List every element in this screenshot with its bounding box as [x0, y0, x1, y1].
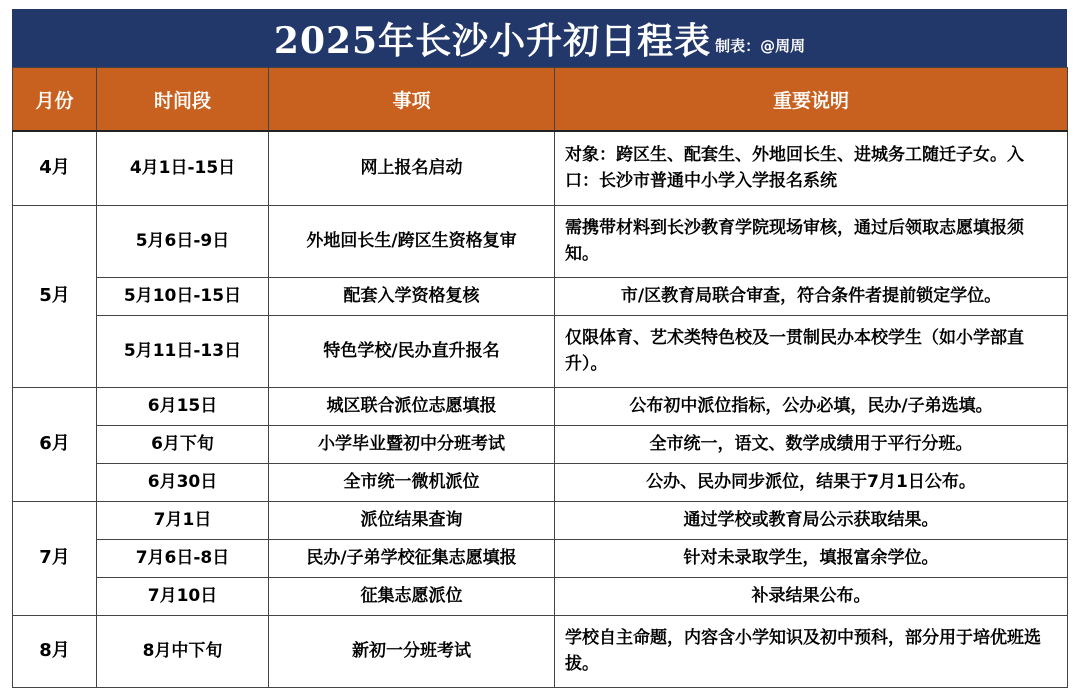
- month-cell: 7月: [13, 501, 97, 615]
- item-cell: 民办/子弟学校征集志愿填报: [269, 539, 555, 577]
- item-cell: 城区联合派位志愿填报: [269, 387, 555, 425]
- period-cell: 6月下旬: [97, 425, 269, 463]
- note-cell: 通过学校或教育局公示获取结果。: [555, 501, 1068, 539]
- table-row: [13, 277, 1068, 315]
- table-row: [13, 539, 1068, 577]
- month-cell: 8月: [13, 615, 97, 687]
- header-period: 时间段: [97, 68, 269, 132]
- table-row: [13, 577, 1068, 615]
- period-cell: 8月中下旬: [97, 615, 269, 687]
- table-row: [13, 205, 1068, 277]
- table-row: [13, 131, 1068, 205]
- table-row: [13, 315, 1068, 387]
- item-cell: 新初一分班考试: [269, 615, 555, 687]
- title-bar: [12, 9, 1067, 67]
- title-credit: 制表：@周周: [715, 36, 806, 55]
- note-cell: 市/区教育局联合审查，符合条件者提前锁定学位。: [555, 277, 1068, 315]
- period-cell: 5月11日-13日: [97, 315, 269, 387]
- header-row: [13, 68, 1068, 132]
- period-cell: 6月30日: [97, 463, 269, 501]
- schedule-table: [12, 67, 1068, 688]
- period-cell: 4月1日-15日: [97, 131, 269, 205]
- page-title: 2025年长沙小升初日程表: [273, 19, 712, 62]
- item-cell: 小学毕业暨初中分班考试: [269, 425, 555, 463]
- item-cell: 特色学校/民办直升报名: [269, 315, 555, 387]
- item-cell: 派位结果查询: [269, 501, 555, 539]
- month-cell: 5月: [13, 205, 97, 387]
- table-row: [13, 387, 1068, 425]
- header-item: 事项: [269, 68, 555, 132]
- schedule-frame: [12, 9, 1067, 687]
- period-cell: 7月6日-8日: [97, 539, 269, 577]
- table-row: [13, 501, 1068, 539]
- item-cell: 全市统一微机派位: [269, 463, 555, 501]
- note-cell: 公办、民办同步派位，结果于7月1日公布。: [555, 463, 1068, 501]
- month-cell: 4月: [13, 131, 97, 205]
- note-cell: 仅限体育、艺术类特色校及一贯制民办本校学生（如小学部直升）。: [555, 315, 1068, 387]
- header-month: 月份: [13, 68, 97, 132]
- table-row: [13, 615, 1068, 687]
- period-cell: 6月15日: [97, 387, 269, 425]
- item-cell: 征集志愿派位: [269, 577, 555, 615]
- item-cell: 配套入学资格复核: [269, 277, 555, 315]
- note-cell: 需携带材料到长沙教育学院现场审核，通过后领取志愿填报须知。: [555, 205, 1068, 277]
- item-cell: 网上报名启动: [269, 131, 555, 205]
- note-cell: 针对未录取学生，填报富余学位。: [555, 539, 1068, 577]
- note-cell: 补录结果公布。: [555, 577, 1068, 615]
- period-cell: 7月10日: [97, 577, 269, 615]
- month-cell: 6月: [13, 387, 97, 501]
- table-row: [13, 425, 1068, 463]
- table-row: [13, 463, 1068, 501]
- period-cell: 7月1日: [97, 501, 269, 539]
- header-note: 重要说明: [555, 68, 1068, 132]
- item-cell: 外地回长生/跨区生资格复审: [269, 205, 555, 277]
- period-cell: 5月6日-9日: [97, 205, 269, 277]
- period-cell: 5月10日-15日: [97, 277, 269, 315]
- note-cell: 全市统一，语文、数学成绩用于平行分班。: [555, 425, 1068, 463]
- note-cell: 对象：跨区生、配套生、外地回长生、进城务工随迁子女。入口：长沙市普通中小学入学报名系统: [555, 131, 1068, 205]
- note-cell: 学校自主命题，内容含小学知识及初中预科，部分用于培优班选拔。: [555, 615, 1068, 687]
- note-cell: 公布初中派位指标，公办必填，民办/子弟选填。: [555, 387, 1068, 425]
